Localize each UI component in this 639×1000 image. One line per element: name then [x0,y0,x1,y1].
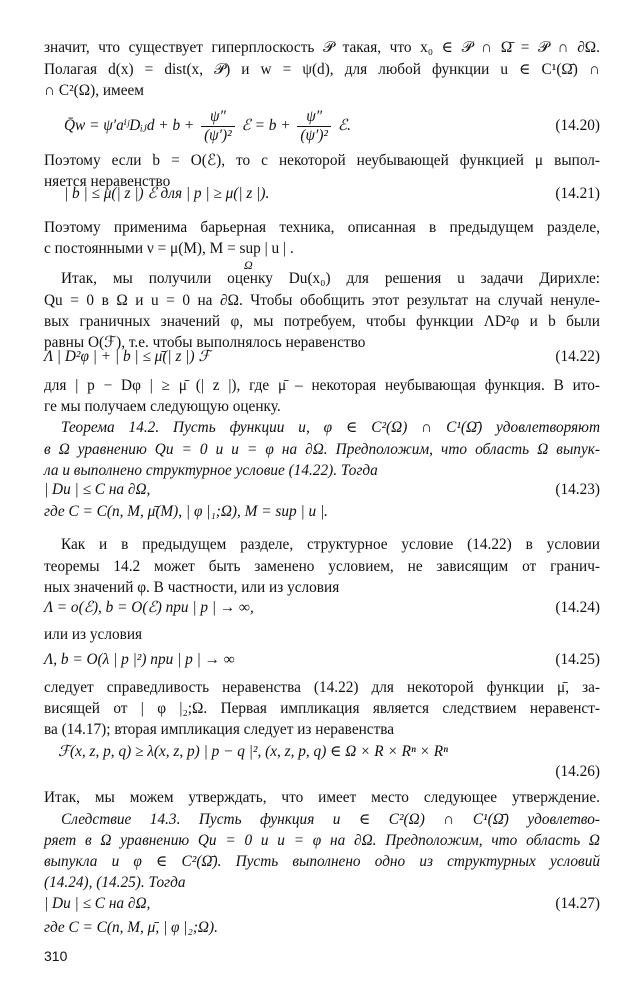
equation-part: ℰ = b + [241,117,291,134]
text-line: няется неравенство [44,173,171,190]
fraction-denominator: (ψ′)² [300,126,328,144]
text-line: Итак, мы можем утверждать, что имеет место следующее утверждение. [44,789,600,806]
text-line: висящей от | φ |₂;Ω. Первая импликация является следствием неравенст- [44,700,600,717]
text-line: или из условия [44,626,143,643]
equation-number: (14.27) [555,895,600,912]
equation-14-20 [44,104,600,148]
text-line: Поэтому если b = O(ℰ), то с некоторой неубывающей функцией μ выпол- [44,152,600,169]
corollary-line: ряет в Ω уравнению Qu = 0 и u = φ на ∂Ω. Предположим, что область Ω [44,832,600,849]
equation-number: (14.24) [555,599,600,616]
text-line: Qu = 0 в Ω и u = 0 на ∂Ω. Чтобы обобщить этот результат на случай ненуле- [44,292,600,309]
fraction [297,108,331,145]
equation-number: (14.26) [555,763,600,780]
equation-body: Λ | D²φ | + | b | ≤ μ̄(| z |) ℱ [44,348,211,365]
equation-14-23 [44,480,600,502]
fraction-numerator: ψ″ [201,108,235,127]
text-line: ва (14.17); вторая импликация следует из неравенства [44,721,395,738]
text-line: теоремы 14.2 может быть заменено условием, не зависящим от гранич- [44,558,600,575]
equation-body: | Du | ≤ C на ∂Ω, [44,895,151,912]
text-line: Поэтому применима барьерная техника, описанная в предыдущем разделе, [44,219,600,236]
equation-14-24 [44,598,600,620]
text-line: ге мы получаем следующую оценку. [44,398,281,415]
equation-14-21 [44,184,600,206]
text-line: где C = C(n, M, μ̄, | φ |₂;Ω). [44,919,218,936]
page [44,0,600,1000]
equation-14-26 [44,742,600,764]
equation-body: | b | ≤ μ(| z |) ℰ для | p | ≥ μ(| z |). [64,185,270,202]
equation-14-22 [44,347,600,369]
equation-number: (14.20) [555,117,600,134]
text-line: Итак, мы получили оценку Du(x₀) для решения u задачи Дирихле: [61,270,600,287]
theorem-line: Теорема 14.2. Пусть функции u, φ ∈ C²(Ω) ∩ C¹(Ω̄) удовлетворяют [61,419,600,436]
text-line: Как и в предыдущем разделе, структурное условие (14.22) в условии [61,536,600,553]
text-span: с постоянными ν = μ(M), M = sup | u | . [44,240,294,257]
equation-body: Λ, b = O(λ | p |²) при | p | → ∞ [44,651,235,668]
text-line: следует справедливость неравенства (14.22) для некоторой функции μ̄, за- [44,679,600,696]
equation-number: (14.25) [555,651,600,668]
corollary-line: Следствие 14.3. Пусть функция u ∈ C²(Ω) ∩ C¹(Ω̄) удовлетво- [61,811,600,828]
text-line: равны O(ℱ), т.е. чтобы выполнялось неравенство [44,334,366,351]
equation-14-27 [44,894,600,916]
equation-14-26-number-row [44,762,600,784]
text-line: вых граничных значений φ, мы потребуем, чтобы функции ΛD²φ и b были [44,313,600,330]
corollary-line: (14.24), (14.25). Тогда [44,874,186,891]
text-line: где C = C(n, M, μ̄(M), | φ |₁;Ω), M = sup | u |. [44,503,328,520]
equation-part: ℰ. [337,117,351,134]
text-line [44,239,600,259]
equation-14-25 [44,650,600,672]
text-line: для | p − Dφ | ≥ μ̄ (| z |), где μ̄ – некоторая неубывающая функция. В ито- [44,377,600,394]
text-line: ных значений φ. В частности, или из условия [44,579,340,596]
fraction-numerator: ψ″ [297,108,331,127]
corollary-line: выпукла и φ ∈ C²(Ω̄). Пусть выполнено одно из структурных условий [44,853,600,870]
fraction [201,108,235,145]
sup-subscript: Ω [244,258,253,272]
page-number: 310 [44,948,68,964]
equation-number: (14.23) [555,481,600,498]
equation-number: (14.22) [555,348,600,365]
equation-body: Λ = o(ℰ), b = O(ℰ) при | p | → ∞, [44,599,254,616]
fraction-denominator: (ψ′)² [204,126,232,144]
text-line: значит, что существует гиперплоскость 𝒫 такая, что x₀ ∈ 𝒫 ∩ Ω̄ = 𝒫 ∩ ∂Ω. [44,39,600,56]
equation-body: ℱ(x, z, p, q) ≥ λ(x, z, p) | p − q |², (x, z, p, q) ∈ Ω × R × Rⁿ × Rⁿ [58,743,448,760]
equation-part: Q̄w = ψ′aⁱʲDᵢⱼd + b + [64,117,195,134]
theorem-line: ла и выполнено структурное условие (14.22). Тогда [44,462,378,479]
text-line: Полагая d(x) = dist(x, 𝒫) и w = ψ(d), для любой функции u ∈ C¹(Ω̄) ∩ [44,61,600,78]
text-line: ∩ C²(Ω), имеем [44,82,144,99]
equation-body: | Du | ≤ C на ∂Ω, [44,481,151,498]
equation-number: (14.21) [555,185,600,202]
theorem-line: в Ω уравнению Qu = 0 и u = φ на ∂Ω. Предположим, что область Ω выпук- [44,441,600,458]
